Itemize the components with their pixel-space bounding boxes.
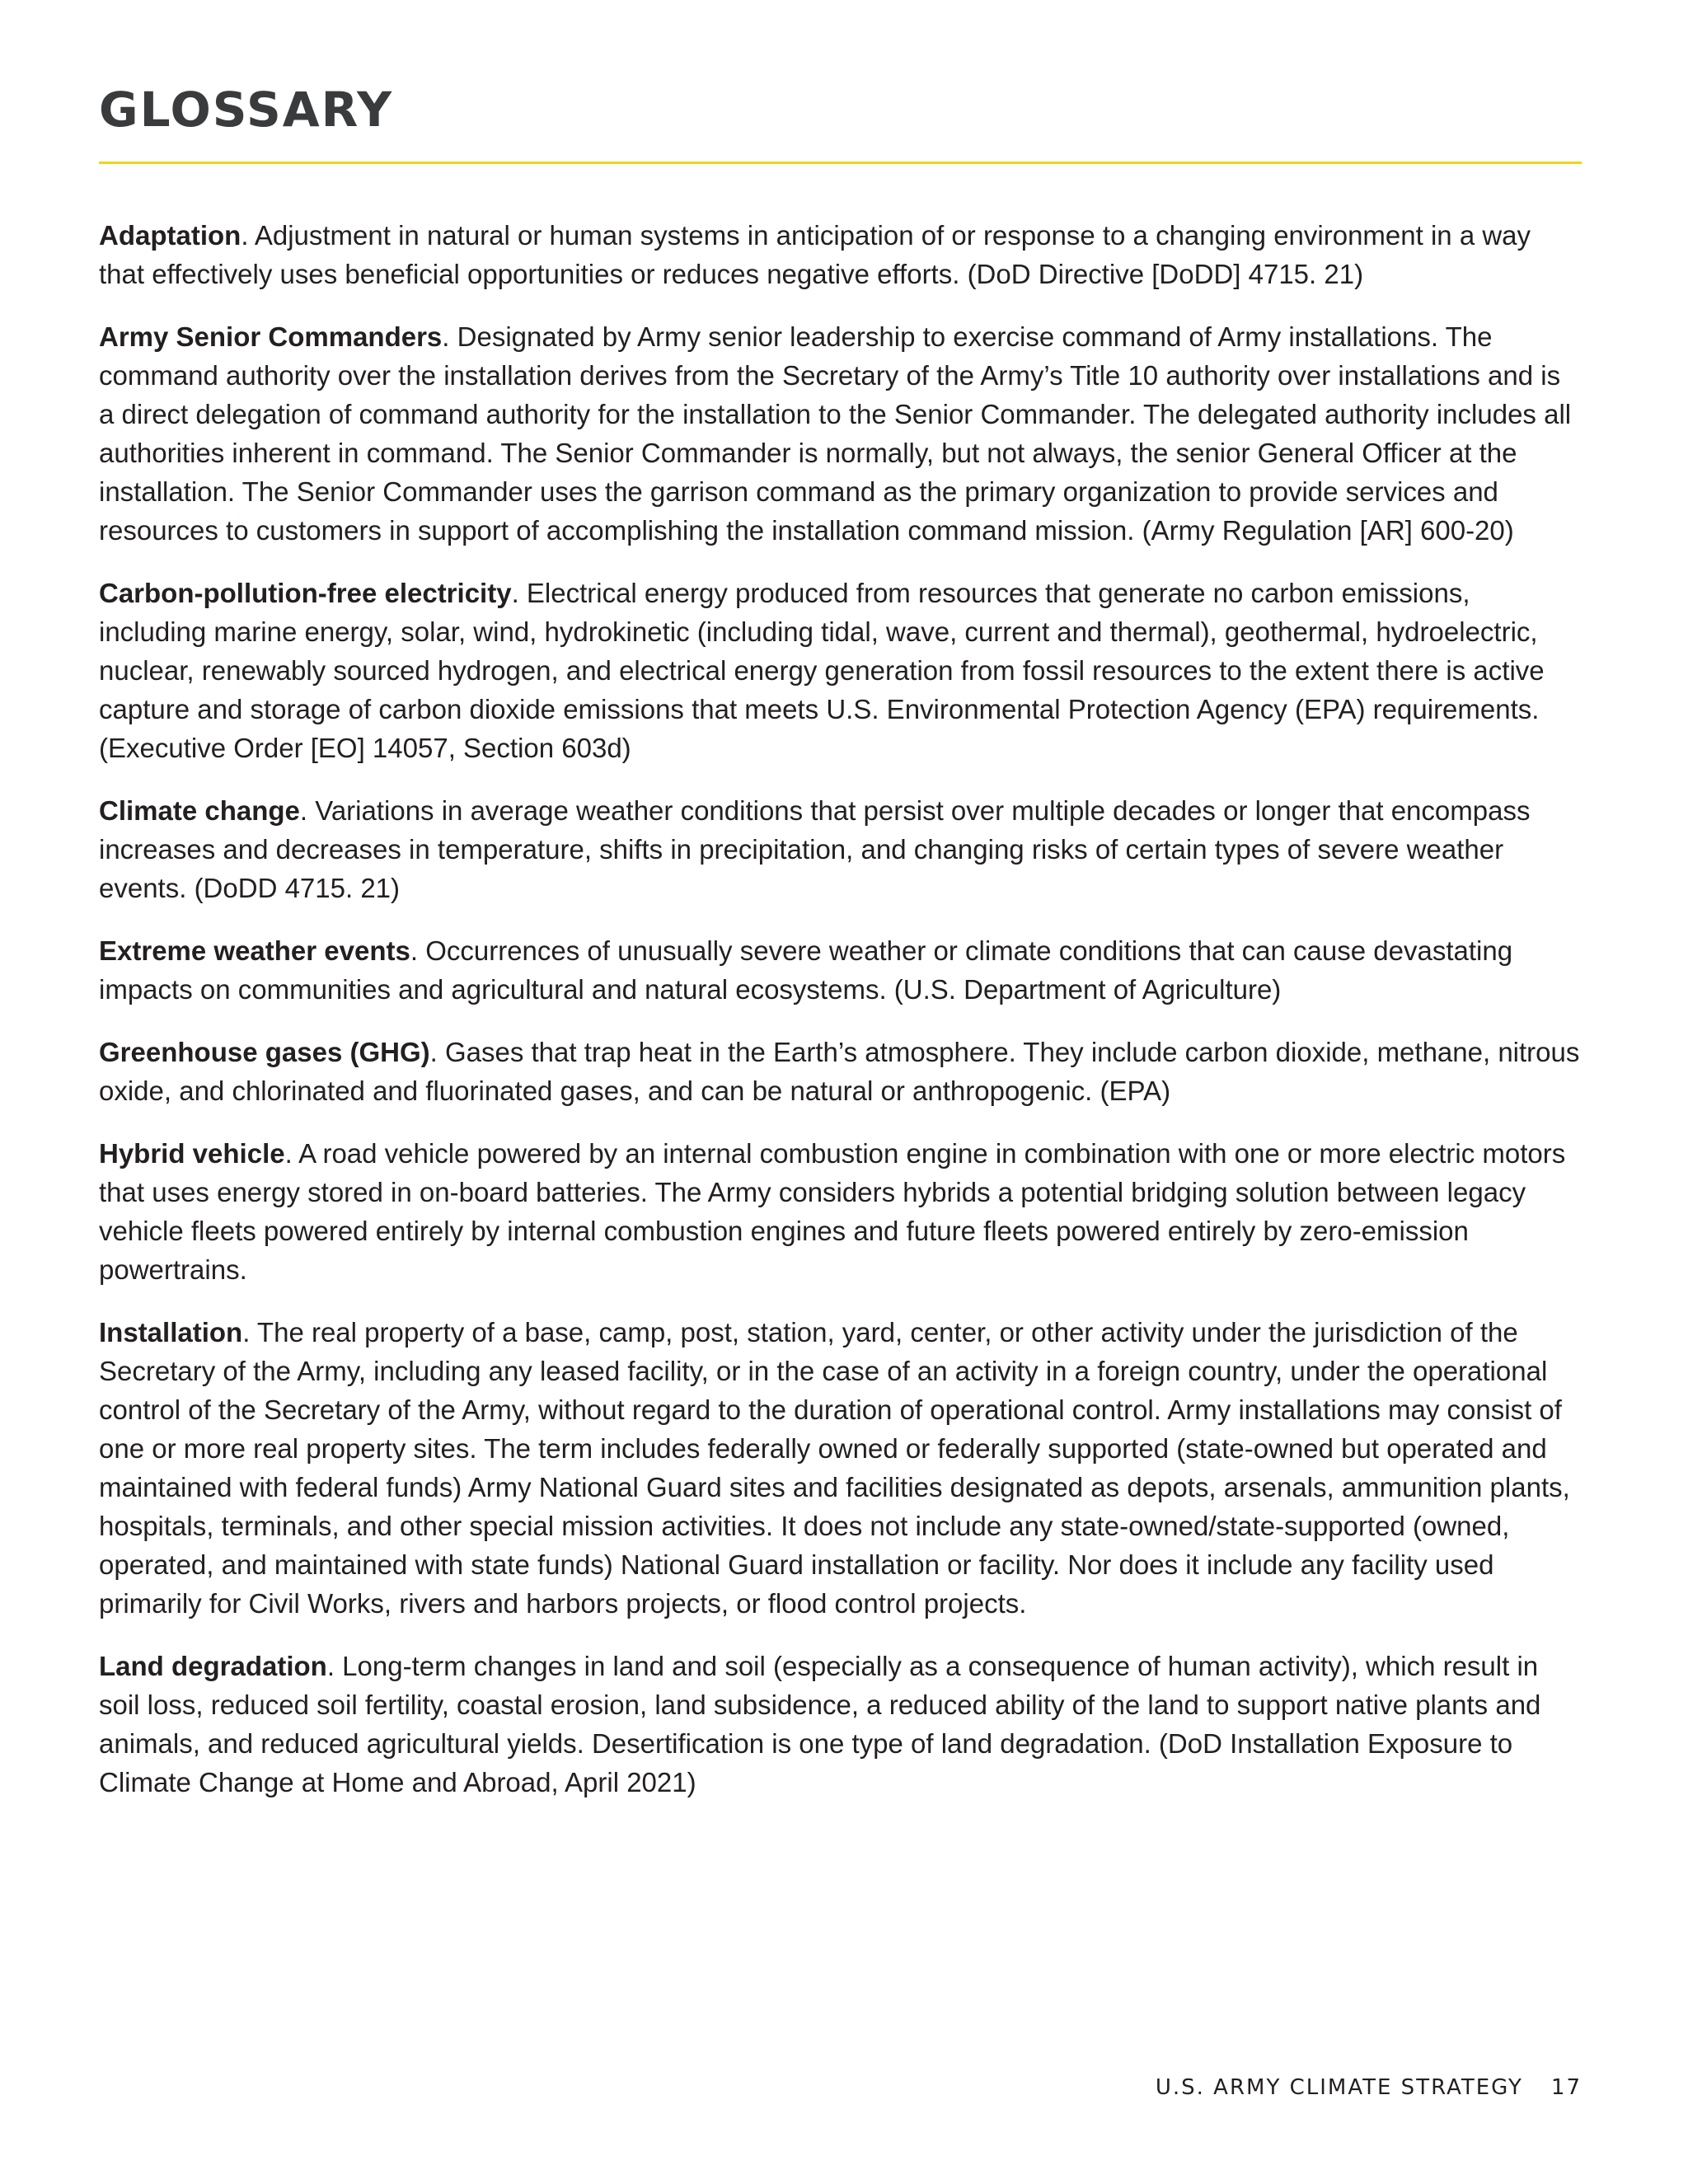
glossary-entries bbox=[99, 216, 1582, 1825]
footer-document-title: U.S. ARMY CLIMATE STRATEGY bbox=[1155, 2075, 1523, 2100]
glossary-entry-installation bbox=[99, 1313, 1582, 1623]
glossary-definition: . Gases that trap heat in the Earth’s atmosphere. They include carbon dioxide, methane, nitrous oxide, and chlorinated and fluorinated gases, and can be natural or anthropogenic. (EPA) bbox=[99, 1037, 1580, 1106]
glossary-term: Installation bbox=[99, 1317, 243, 1347]
glossary-entry-carbon-pollution-free-electricity bbox=[99, 574, 1582, 767]
glossary-entry-army-senior-commanders bbox=[99, 317, 1582, 550]
glossary-entry-greenhouse-gases bbox=[99, 1033, 1582, 1110]
page-footer bbox=[1156, 2077, 1582, 2098]
glossary-term: Greenhouse gases (GHG) bbox=[99, 1037, 430, 1067]
page-number: 17 bbox=[1550, 2075, 1582, 2100]
glossary-term: Carbon-pollution-free electricity bbox=[99, 578, 512, 608]
glossary-definition: . A road vehicle powered by an internal combustion engine in combination with one or more electric motors that uses energy stored in on-board batteries. The Army considers hybrids a potential bridging solution between legacy vehicle fleets powered entirely by internal combustion engines and future fleets powered entirely by zero-emission powertrains. bbox=[99, 1138, 1566, 1285]
glossary-definition: . Variations in average weather conditions that persist over multiple decades or longer that encompass increases and decreases in temperature, shifts in precipitation, and changing risks of certain types of severe weather events. (DoDD 4715. 21) bbox=[99, 795, 1531, 903]
glossary-entry-hybrid-vehicle bbox=[99, 1134, 1582, 1289]
glossary-term: Army Senior Commanders bbox=[99, 321, 443, 352]
glossary-entry-climate-change bbox=[99, 791, 1582, 907]
glossary-term: Extreme weather events bbox=[99, 935, 410, 966]
glossary-definition: . Long-term changes in land and soil (especially as a consequence of human activity), which result in soil loss, reduced soil fertility, coastal erosion, land subsidence, a reduced ability of the land to support native plants and animals, and reduced agricultural yields. Desertification is one type of land degradation. (DoD Installation Exposure to Climate Change at Home and Abroad, April 2021) bbox=[99, 1651, 1541, 1797]
glossary-term: Land degradation bbox=[99, 1651, 327, 1681]
title-underline-rule bbox=[99, 162, 1582, 164]
glossary-entry-land-degradation bbox=[99, 1647, 1582, 1802]
glossary-entry-extreme-weather-events bbox=[99, 931, 1582, 1009]
glossary-entry-adaptation bbox=[99, 216, 1582, 293]
glossary-definition: . Electrical energy produced from resources that generate no carbon emissions, including marine energy, solar, wind, hydrokinetic (including tidal, wave, current and thermal), geothermal, hydroelectric, nuclear, renewably sourced hydrogen, and electrical energy generation from fossil resources to the extent there is active capture and storage of carbon dioxide emissions that meets U.S. Environmental Protection Agency (EPA) requirements. (Executive Order [EO] 14057, Section 603d) bbox=[99, 578, 1545, 763]
page-title: GLOSSARY bbox=[99, 82, 394, 138]
glossary-term: Adaptation bbox=[99, 220, 241, 251]
glossary-definition: . The real property of a base, camp, post, station, yard, center, or other activity under the jurisdiction of the Secretary of the Army, including any leased facility, or in the case of an activity in a foreign country, under the operational control of the Secretary of the Army, without regard to the duration of operational control. Army installations may consist of one or more real property sites. The term includes federally owned or federally supported (state-owned but operated and maintained with federal funds) Army National Guard sites and facilities designated as depots, arsenals, ammunition plants, hospitals, terminals, and other special mission activities. It does not include any state-owned/state-supported (owned, operated, and maintained with state funds) National Guard installation or facility. Nor does it include any facility used primarily for Civil Works, rivers and harbors projects, or flood control projects. bbox=[99, 1317, 1570, 1619]
glossary-term: Climate change bbox=[99, 795, 300, 826]
glossary-definition: . Designated by Army senior leadership to exercise command of Army installations. The command authority over the installation derives from the Secretary of the Army’s Title 10 authority over installations and is a direct delegation of command authority for the installation to the Senior Commander. The delegated authority includes all authorities inherent in command. The Senior Commander is normally, but not always, the senior General Officer at the installation. The Senior Commander uses the garrison command as the primary organization to provide services and resources to customers in support of accomplishing the installation command mission. (Army Regulation [AR] 600-20) bbox=[99, 321, 1572, 546]
glossary-term: Hybrid vehicle bbox=[99, 1138, 285, 1169]
glossary-definition: . Occurrences of unusually severe weather or climate conditions that can cause devastating impacts on communities and agricultural and natural ecosystems. (U.S. Department of Agriculture) bbox=[99, 935, 1513, 1005]
glossary-definition: . Adjustment in natural or human systems in anticipation of or response to a changing environment in a way that effectively uses beneficial opportunities or reduces negative efforts. (DoD Directive [DoDD] 4715. 21) bbox=[99, 220, 1531, 289]
